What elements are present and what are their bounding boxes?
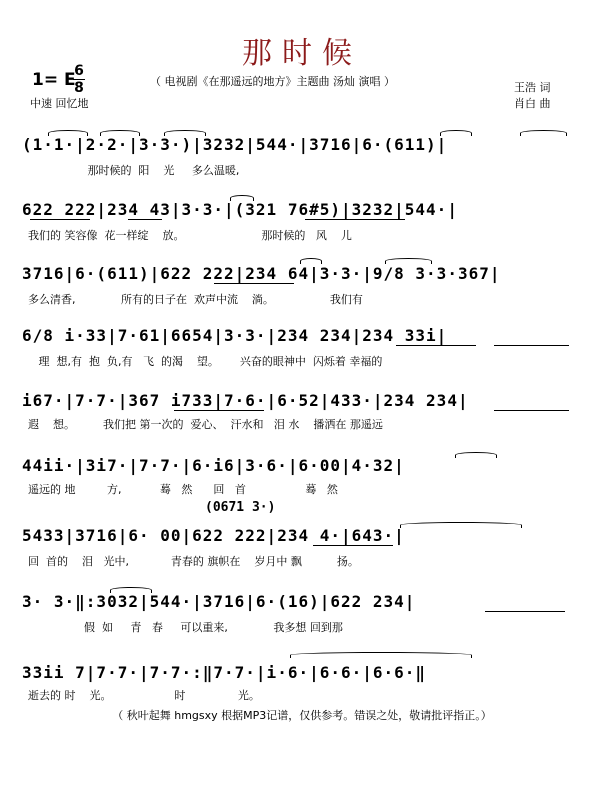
notation-line-4: 6/8 i·33|7·61|6654|3·3·|234 234|234 33i| [22,326,448,345]
tempo-marking: 中速 回忆地 [30,97,89,110]
slur-mark [110,587,152,593]
composer-credit: 肖白 曲 [514,97,551,110]
slur-mark [400,522,522,528]
notation-line-9: 33ii 7|7·7·|7·7·:‖7·7·|i·6·|6·6·|6·6·‖ [22,663,427,682]
slur-mark [48,130,88,136]
slur-mark [230,195,254,201]
slur-mark [385,258,432,264]
meter-bottom: 8 [74,80,84,96]
slur-mark [440,130,472,136]
lyrics-line-7: 回 首的 泪 光中, 青春的 旗帜在 岁月中 飘 扬。 [28,555,359,568]
slur-mark [300,258,322,264]
notation-line-6: 44ii·|3i7·|7·7·|6·i6|3·6·|6·00|4·32| [22,456,405,475]
lyrics-line-8: 假 如 青 春 可以重来, 我多想 回到那 [28,621,343,634]
lyrics-line-5: 遐 想。 我们把 第一次的 爱心、 汗水和 泪 水 播洒在 那遥远 [28,418,383,431]
lyrics-line-9: 逝去的 时 光。 时 光。 [28,689,260,702]
lyrics-line-6: 遥远的 地 方, 蓦 然 回 首 蓦 然 [28,483,338,496]
lyrics-line-4: 理 想,有 抱 负,有 飞 的渴 望。 兴奋的眼神中 闪烁着 幸福的 [28,355,383,368]
beam-line [305,219,405,220]
lyrics-line-2: 我们的 笑容像 花一样绽 放。 那时候的 风 儿 [28,229,352,242]
beam-line [494,345,569,346]
notation-line-7: 5433|3716|6· 00|622 222|234 4·|643·| [22,526,405,545]
notation-line-1: (1·1·|2·2·|3·3·)|3232|544·|3716|6·(611)| [22,135,448,154]
beam-line [313,545,393,546]
beam-line [30,219,90,220]
meter-top: 6 [74,63,84,79]
notation-line-2: 622 222|234 43|3·3·|(321 76#5)|3232|544·| [22,200,458,219]
alternate-notation: (0671 3·) [205,500,276,515]
beam-line [396,345,476,346]
transcription-note: （ 秋叶起舞 hmgsxy 根据MP3记谱，仅供参考。错误之处，敬请批评指正。） [112,709,492,722]
lyrics-line-3: 多么清香, 所有的日子在 欢声中流 淌。 我们有 [28,293,363,306]
time-signature [73,64,85,95]
slur-mark [164,130,206,136]
beam-line [494,410,569,411]
lyricist-credit: 王浩 词 [514,81,551,94]
beam-line [174,410,264,411]
beam-line [485,611,565,612]
lyrics-line-1: 那时候的 阳 光 多么温暖, [28,164,240,177]
beam-line [214,283,294,284]
slur-mark [290,652,472,658]
notation-line-8: 3· 3·‖:3032|544·|3716|6·(16)|622 234| [22,592,416,611]
beam-line [128,219,162,220]
notation-line-5: i67·|7·7·|367 i733|7·6·|6·52|433·|234 234| [22,391,469,410]
slur-mark [520,130,567,136]
slur-mark [455,452,497,458]
key-signature: 1= E [32,70,76,90]
song-title: 那时候 [242,36,362,71]
song-source: （ 电视剧《在那遥远的地方》主题曲 汤灿 演唱 ） [150,75,395,88]
notation-line-3: 3716|6·(611)|622 222|234 64|3·3·|9/8 3·3·367| [22,264,501,283]
slur-mark [100,130,140,136]
